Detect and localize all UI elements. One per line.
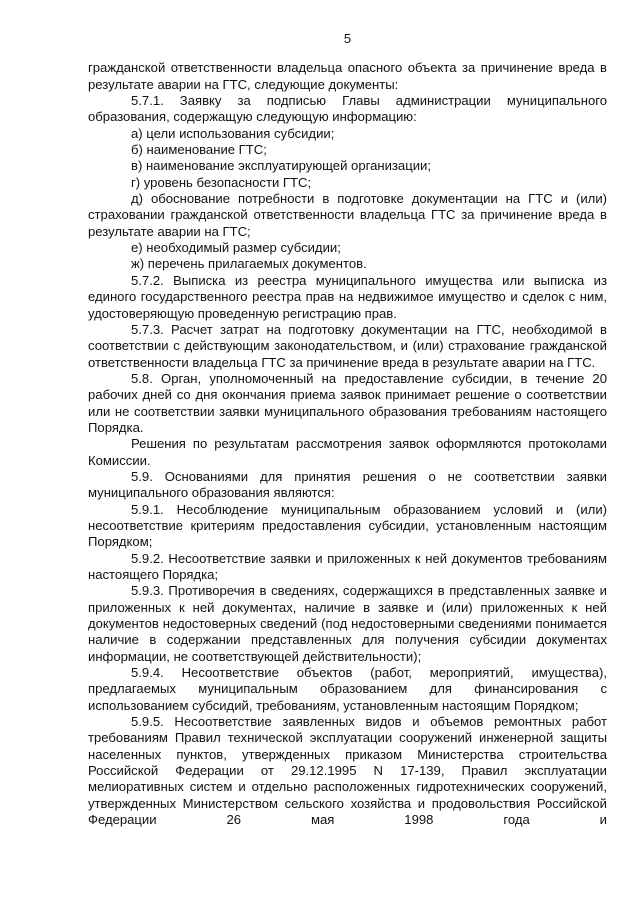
- paragraph-5-9: 5.9. Основаниями для принятия решения о не соответствии заявки муниципального образования являются:: [88, 468, 607, 501]
- paragraph-5-9-3: 5.9.3. Противоречия в сведениях, содержащихся в представленных заявке и приложенных к ней документах, наличие в заявке и (или) приложенных к ней документов недостоверных сведений (под недостоверными сведениями понимается наличие в содержании представленных для получения субсидии документах информации, не соответствующей действительности);: [88, 583, 607, 664]
- page-number: 5: [343, 31, 352, 46]
- paragraph-decisions: Решения по результатам рассмотрения заявок оформляются протоколами Комиссии.: [88, 436, 607, 468]
- list-item: г) уровень безопасности ГТС;: [131, 174, 312, 190]
- list-item: а) цели использования субсидии;: [131, 125, 335, 141]
- paragraph-5-8: 5.8. Орган, уполномоченный на предоставление субсидии, в течение 20 рабочих дней со дня окончания приема заявок принимает решение о соответствии или не соответствии заявки муниципального образования требованиям настоящего Порядка.: [88, 370, 607, 435]
- list-item: в) наименование эксплуатирующей организации;: [131, 158, 431, 174]
- paragraph-5-9-5: 5.9.5. Несоответствие заявленных видов и объемов ремонтных работ требованиям Правил технической эксплуатации сооружений инженерной защиты населенных пунктов, утвержденных приказом Министерства строительства Российской Федерации от 29.12.1995 N 17-139, Правил эксплуатации мелиоративных систем и отдельно расположенных гидротехнических сооружений, утвержденных Министерством сельского хозяйства и продовольствия Российской Федерации 26 мая 1998 года и: [88, 714, 607, 828]
- list-item: ж) перечень прилагаемых документов.: [131, 256, 367, 272]
- paragraph-5-9-1: 5.9.1. Несоблюдение муниципальным образованием условий и (или) несоответствие критериям предоставления субсидии, установленным настоящим Порядком;: [88, 501, 607, 550]
- list-item: б) наименование ГТС;: [131, 142, 267, 158]
- paragraph-5-9-2: 5.9.2. Несоответствие заявки и приложенных к ней документов требованиям настоящего Порядка;: [88, 550, 607, 582]
- paragraph-5-9-4: 5.9.4. Несоответствие объектов (работ, мероприятий, имущества), предлагаемых муниципальным образованием для финансирования с использованием субсидий, требованиям, установленным настоящим Порядком;: [88, 665, 607, 713]
- intro-paragraph: гражданской ответственности владельца опасного объекта за причинение вреда в результате аварии на ГТС, следующие документы:: [88, 60, 607, 92]
- list-item: е) необходимый размер субсидии;: [131, 240, 341, 256]
- application-contents-list: [88, 126, 607, 273]
- paragraph-5-7-3: 5.7.3. Расчет затрат на подготовку документации на ГТС, необходимой в соответствии с действующим законодательством, и (или) страхование гражданской ответственности владельца ГТС за причинение вреда в результате аварии на ГТС.: [88, 321, 607, 370]
- list-item: д) обоснование потребности в подготовке документации на ГТС и (или) страховании гражданской ответственности владельца ГТС за причинение вреда в результате аварии на ГТС;: [88, 191, 607, 239]
- paragraph-5-7-2: 5.7.2. Выписка из реестра муниципального имущества или выписка из единого государственного реестра прав на недвижимое имущество и сделок с ним, удостоверяющую проведенную регистрацию прав.: [88, 272, 607, 321]
- paragraph-5-7-1: 5.7.1. Заявку за подписью Главы администрации муниципального образования, содержащую следующую информацию:: [88, 93, 607, 125]
